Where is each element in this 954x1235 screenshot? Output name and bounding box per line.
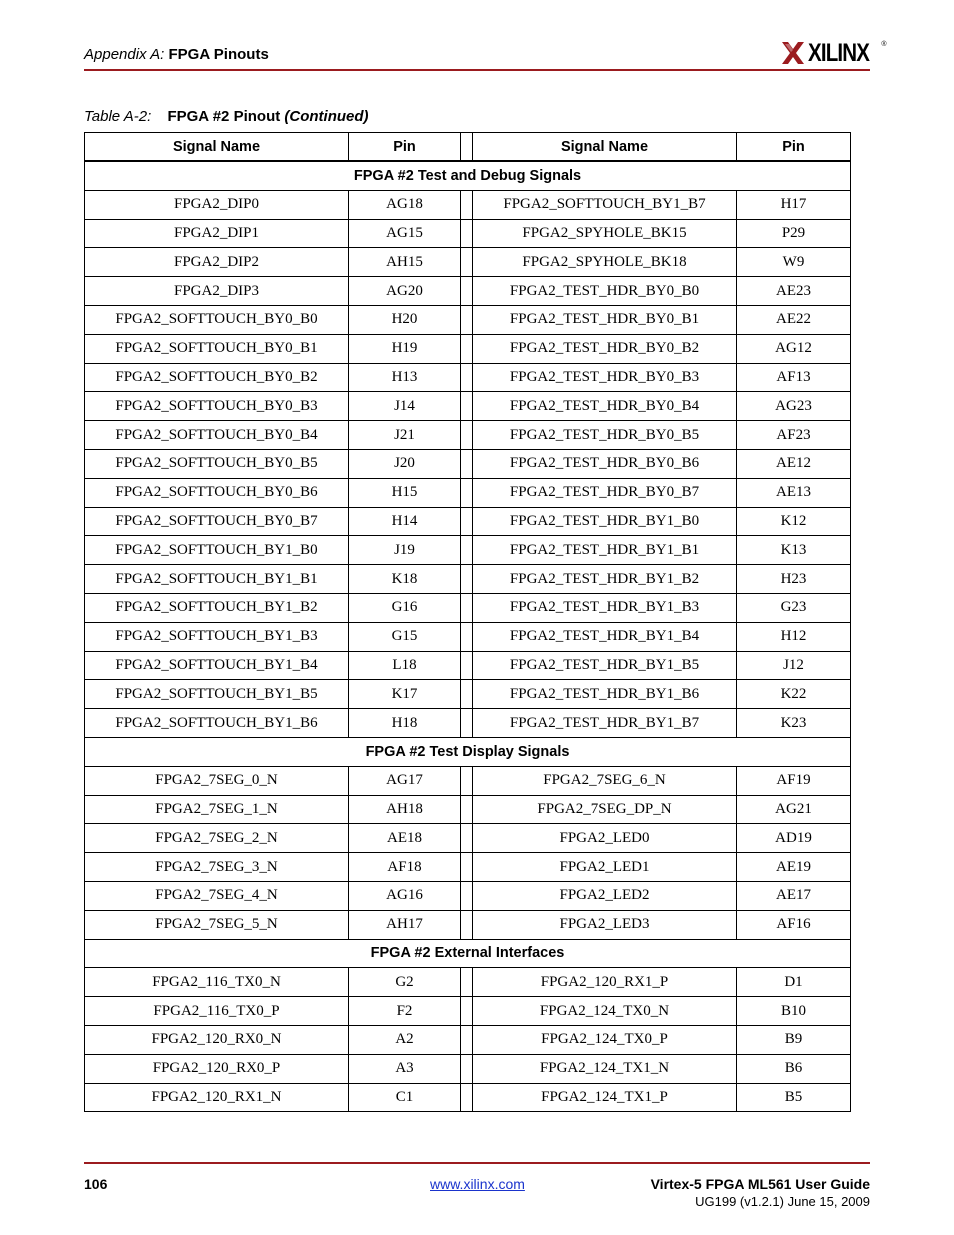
pin-cell: B5 xyxy=(737,1083,851,1112)
pin-cell: H15 xyxy=(349,478,461,507)
footer-guide-version: UG199 (v1.2.1) June 15, 2009 xyxy=(695,1194,870,1209)
spacer-cell xyxy=(461,565,473,594)
spacer-cell xyxy=(461,853,473,882)
pin-cell: G15 xyxy=(349,622,461,651)
col-spacer xyxy=(461,133,473,162)
pin-cell: AF19 xyxy=(737,766,851,795)
spacer-cell xyxy=(461,219,473,248)
table-row xyxy=(85,795,851,824)
table-row xyxy=(85,709,851,738)
signal-name-cell: FPGA2_SOFTTOUCH_BY0_B3 xyxy=(85,392,349,421)
pin-cell: B6 xyxy=(737,1054,851,1083)
spacer-cell xyxy=(461,622,473,651)
section-row xyxy=(85,737,851,766)
signal-name-cell: FPGA2_TEST_HDR_BY1_B3 xyxy=(473,593,737,622)
signal-name-cell: FPGA2_DIP0 xyxy=(85,190,349,219)
pin-cell: AE18 xyxy=(349,824,461,853)
signal-name-cell: FPGA2_SOFTTOUCH_BY1_B2 xyxy=(85,593,349,622)
table-row xyxy=(85,622,851,651)
spacer-cell xyxy=(461,478,473,507)
pin-cell: AG17 xyxy=(349,766,461,795)
table-row xyxy=(85,680,851,709)
spacer-cell xyxy=(461,651,473,680)
signal-name-cell: FPGA2_SOFTTOUCH_BY1_B0 xyxy=(85,536,349,565)
pin-cell: AG15 xyxy=(349,219,461,248)
signal-name-cell: FPGA2_SOFTTOUCH_BY0_B5 xyxy=(85,449,349,478)
pin-cell: H14 xyxy=(349,507,461,536)
spacer-cell xyxy=(461,881,473,910)
table-row xyxy=(85,651,851,680)
pin-cell: H13 xyxy=(349,363,461,392)
signal-name-cell: FPGA2_7SEG_6_N xyxy=(473,766,737,795)
signal-name-cell: FPGA2_TEST_HDR_BY1_B4 xyxy=(473,622,737,651)
signal-name-cell: FPGA2_7SEG_5_N xyxy=(85,910,349,939)
signal-name-cell: FPGA2_SOFTTOUCH_BY0_B4 xyxy=(85,421,349,450)
pin-cell: J21 xyxy=(349,421,461,450)
pin-cell: G16 xyxy=(349,593,461,622)
spacer-cell xyxy=(461,680,473,709)
pin-cell: AH15 xyxy=(349,248,461,277)
footer-guide xyxy=(651,1176,870,1209)
pin-cell: K22 xyxy=(737,680,851,709)
footer-guide-title: Virtex-5 FPGA ML561 User Guide xyxy=(650,1176,870,1192)
signal-name-cell: FPGA2_120_RX1_N xyxy=(85,1083,349,1112)
table-row xyxy=(85,392,851,421)
header-appendix: Appendix A: xyxy=(84,46,165,63)
signal-name-cell: FPGA2_TEST_HDR_BY0_B2 xyxy=(473,334,737,363)
signal-name-cell: FPGA2_120_RX1_P xyxy=(473,968,737,997)
signal-name-cell: FPGA2_TEST_HDR_BY1_B6 xyxy=(473,680,737,709)
signal-name-cell: FPGA2_SOFTTOUCH_BY0_B7 xyxy=(85,507,349,536)
pin-cell: AG23 xyxy=(737,392,851,421)
signal-name-cell: FPGA2_7SEG_4_N xyxy=(85,881,349,910)
pin-cell: K12 xyxy=(737,507,851,536)
signal-name-cell: FPGA2_7SEG_DP_N xyxy=(473,795,737,824)
pin-cell: B10 xyxy=(737,997,851,1026)
caption-label: Table A-2: xyxy=(84,108,152,125)
signal-name-cell: FPGA2_TEST_HDR_BY1_B2 xyxy=(473,565,737,594)
signal-name-cell: FPGA2_SOFTTOUCH_BY1_B3 xyxy=(85,622,349,651)
signal-name-cell: FPGA2_DIP3 xyxy=(85,277,349,306)
pin-cell: AG20 xyxy=(349,277,461,306)
pin-cell: J14 xyxy=(349,392,461,421)
spacer-cell xyxy=(461,507,473,536)
table-row xyxy=(85,1083,851,1112)
pin-cell: AE23 xyxy=(737,277,851,306)
signal-name-cell: FPGA2_7SEG_2_N xyxy=(85,824,349,853)
signal-name-cell: FPGA2_SOFTTOUCH_BY1_B7 xyxy=(473,190,737,219)
signal-name-cell: FPGA2_116_TX0_N xyxy=(85,968,349,997)
header-rule xyxy=(84,69,870,71)
caption-title: FPGA #2 Pinout xyxy=(167,108,281,125)
table-row xyxy=(85,334,851,363)
signal-name-cell: FPGA2_TEST_HDR_BY1_B1 xyxy=(473,536,737,565)
signal-name-cell: FPGA2_SOFTTOUCH_BY0_B6 xyxy=(85,478,349,507)
signal-name-cell: FPGA2_7SEG_3_N xyxy=(85,853,349,882)
pin-cell: AG16 xyxy=(349,881,461,910)
spacer-cell xyxy=(461,968,473,997)
table-row xyxy=(85,1054,851,1083)
header-section: FPGA Pinouts xyxy=(168,46,269,63)
spacer-cell xyxy=(461,449,473,478)
pin-cell: A2 xyxy=(349,1025,461,1054)
signal-name-cell: FPGA2_TEST_HDR_BY1_B0 xyxy=(473,507,737,536)
spacer-cell xyxy=(461,709,473,738)
signal-name-cell: FPGA2_SOFTTOUCH_BY1_B1 xyxy=(85,565,349,594)
table-row xyxy=(85,881,851,910)
pin-cell: C1 xyxy=(349,1083,461,1112)
footer-rule xyxy=(84,1162,870,1164)
signal-name-cell: FPGA2_DIP2 xyxy=(85,248,349,277)
signal-name-cell: FPGA2_120_RX0_N xyxy=(85,1025,349,1054)
signal-name-cell: FPGA2_116_TX0_P xyxy=(85,997,349,1026)
xilinx-logo xyxy=(780,38,887,68)
spacer-cell xyxy=(461,392,473,421)
pin-cell: G23 xyxy=(737,593,851,622)
pin-cell: AE12 xyxy=(737,449,851,478)
signal-name-cell: FPGA2_SOFTTOUCH_BY0_B1 xyxy=(85,334,349,363)
signal-name-cell: FPGA2_124_TX0_N xyxy=(473,997,737,1026)
pin-cell: AF16 xyxy=(737,910,851,939)
pin-cell: H18 xyxy=(349,709,461,738)
pin-cell: AE13 xyxy=(737,478,851,507)
table-row xyxy=(85,305,851,334)
section-title: FPGA #2 Test and Debug Signals xyxy=(85,161,851,190)
spacer-cell xyxy=(461,363,473,392)
signal-name-cell: FPGA2_124_TX0_P xyxy=(473,1025,737,1054)
table-row xyxy=(85,421,851,450)
signal-name-cell: FPGA2_SPYHOLE_BK15 xyxy=(473,219,737,248)
col-header-pin: Pin xyxy=(737,133,851,162)
pin-cell: G2 xyxy=(349,968,461,997)
pin-cell: AF18 xyxy=(349,853,461,882)
signal-name-cell: FPGA2_LED2 xyxy=(473,881,737,910)
pin-cell: AH17 xyxy=(349,910,461,939)
logo-wordmark: XILINX xyxy=(808,38,870,67)
pin-cell: AD19 xyxy=(737,824,851,853)
table-row xyxy=(85,593,851,622)
pin-cell: H19 xyxy=(349,334,461,363)
page-number: 106 xyxy=(84,1176,108,1192)
signal-name-cell: FPGA2_SOFTTOUCH_BY0_B2 xyxy=(85,363,349,392)
spacer-cell xyxy=(461,536,473,565)
spacer-cell xyxy=(461,334,473,363)
spacer-cell xyxy=(461,593,473,622)
signal-name-cell: FPGA2_SOFTTOUCH_BY1_B6 xyxy=(85,709,349,738)
pin-cell: W9 xyxy=(737,248,851,277)
signal-name-cell: FPGA2_TEST_HDR_BY0_B1 xyxy=(473,305,737,334)
table-row xyxy=(85,997,851,1026)
spacer-cell xyxy=(461,795,473,824)
pin-cell: AE22 xyxy=(737,305,851,334)
section-row xyxy=(85,161,851,190)
table-body xyxy=(85,161,851,1112)
pin-cell: F2 xyxy=(349,997,461,1026)
pin-cell: J20 xyxy=(349,449,461,478)
pin-cell: H12 xyxy=(737,622,851,651)
spacer-cell xyxy=(461,910,473,939)
pin-cell: J12 xyxy=(737,651,851,680)
table-row xyxy=(85,766,851,795)
spacer-cell xyxy=(461,1083,473,1112)
pin-cell: AH18 xyxy=(349,795,461,824)
spacer-cell xyxy=(461,248,473,277)
pin-cell: AE17 xyxy=(737,881,851,910)
spacer-cell xyxy=(461,1025,473,1054)
spacer-cell xyxy=(461,997,473,1026)
table-row xyxy=(85,478,851,507)
table-row xyxy=(85,1025,851,1054)
pin-cell: B9 xyxy=(737,1025,851,1054)
col-header-pin: Pin xyxy=(349,133,461,162)
pin-cell: P29 xyxy=(737,219,851,248)
signal-name-cell: FPGA2_7SEG_0_N xyxy=(85,766,349,795)
spacer-cell xyxy=(461,305,473,334)
signal-name-cell: FPGA2_TEST_HDR_BY0_B4 xyxy=(473,392,737,421)
section-title: FPGA #2 Test Display Signals xyxy=(85,737,851,766)
table-row xyxy=(85,910,851,939)
pin-cell: A3 xyxy=(349,1054,461,1083)
spacer-cell xyxy=(461,277,473,306)
signal-name-cell: FPGA2_DIP1 xyxy=(85,219,349,248)
table-row xyxy=(85,277,851,306)
table-header-row xyxy=(85,133,851,162)
spacer-cell xyxy=(461,766,473,795)
table-row xyxy=(85,248,851,277)
signal-name-cell: FPGA2_TEST_HDR_BY0_B3 xyxy=(473,363,737,392)
signal-name-cell: FPGA2_LED3 xyxy=(473,910,737,939)
spacer-cell xyxy=(461,1054,473,1083)
signal-name-cell: FPGA2_120_RX0_P xyxy=(85,1054,349,1083)
pin-cell: H23 xyxy=(737,565,851,594)
signal-name-cell: FPGA2_124_TX1_P xyxy=(473,1083,737,1112)
col-header-signal-name: Signal Name xyxy=(85,133,349,162)
pin-cell: AG18 xyxy=(349,190,461,219)
table-row xyxy=(85,536,851,565)
pin-cell: D1 xyxy=(737,968,851,997)
pin-cell: AF23 xyxy=(737,421,851,450)
pin-cell: AG21 xyxy=(737,795,851,824)
table-row xyxy=(85,565,851,594)
spacer-cell xyxy=(461,421,473,450)
spacer-cell xyxy=(461,190,473,219)
signal-name-cell: FPGA2_SPYHOLE_BK18 xyxy=(473,248,737,277)
table-row xyxy=(85,824,851,853)
col-header-signal-name: Signal Name xyxy=(473,133,737,162)
signal-name-cell: FPGA2_TEST_HDR_BY1_B5 xyxy=(473,651,737,680)
table-row xyxy=(85,449,851,478)
footer-link[interactable]: www.xilinx.com xyxy=(430,1176,525,1192)
signal-name-cell: FPGA2_TEST_HDR_BY0_B5 xyxy=(473,421,737,450)
pin-cell: H20 xyxy=(349,305,461,334)
table-row xyxy=(85,853,851,882)
pin-cell: J19 xyxy=(349,536,461,565)
pin-cell: K18 xyxy=(349,565,461,594)
signal-name-cell: FPGA2_124_TX1_N xyxy=(473,1054,737,1083)
table-row xyxy=(85,190,851,219)
pinout-table xyxy=(84,132,851,1112)
signal-name-cell: FPGA2_SOFTTOUCH_BY0_B0 xyxy=(85,305,349,334)
pin-cell: K13 xyxy=(737,536,851,565)
table-row xyxy=(85,219,851,248)
pin-cell: AE19 xyxy=(737,853,851,882)
signal-name-cell: FPGA2_SOFTTOUCH_BY1_B4 xyxy=(85,651,349,680)
xilinx-x-mark-icon xyxy=(780,40,806,66)
pin-cell: AF13 xyxy=(737,363,851,392)
signal-name-cell: FPGA2_SOFTTOUCH_BY1_B5 xyxy=(85,680,349,709)
running-header xyxy=(84,46,269,63)
section-row xyxy=(85,939,851,968)
table-row xyxy=(85,968,851,997)
signal-name-cell: FPGA2_LED0 xyxy=(473,824,737,853)
table-row xyxy=(85,507,851,536)
signal-name-cell: FPGA2_TEST_HDR_BY0_B7 xyxy=(473,478,737,507)
caption-continued: (Continued) xyxy=(284,108,369,125)
pin-cell: H17 xyxy=(737,190,851,219)
section-title: FPGA #2 External Interfaces xyxy=(85,939,851,968)
pin-cell: K23 xyxy=(737,709,851,738)
logo-registered-mark: ® xyxy=(881,41,887,48)
spacer-cell xyxy=(461,824,473,853)
pin-cell: K17 xyxy=(349,680,461,709)
table-caption xyxy=(84,108,369,125)
table-row xyxy=(85,363,851,392)
signal-name-cell: FPGA2_TEST_HDR_BY0_B0 xyxy=(473,277,737,306)
signal-name-cell: FPGA2_LED1 xyxy=(473,853,737,882)
signal-name-cell: FPGA2_7SEG_1_N xyxy=(85,795,349,824)
signal-name-cell: FPGA2_TEST_HDR_BY1_B7 xyxy=(473,709,737,738)
signal-name-cell: FPGA2_TEST_HDR_BY0_B6 xyxy=(473,449,737,478)
pin-cell: L18 xyxy=(349,651,461,680)
pin-cell: AG12 xyxy=(737,334,851,363)
